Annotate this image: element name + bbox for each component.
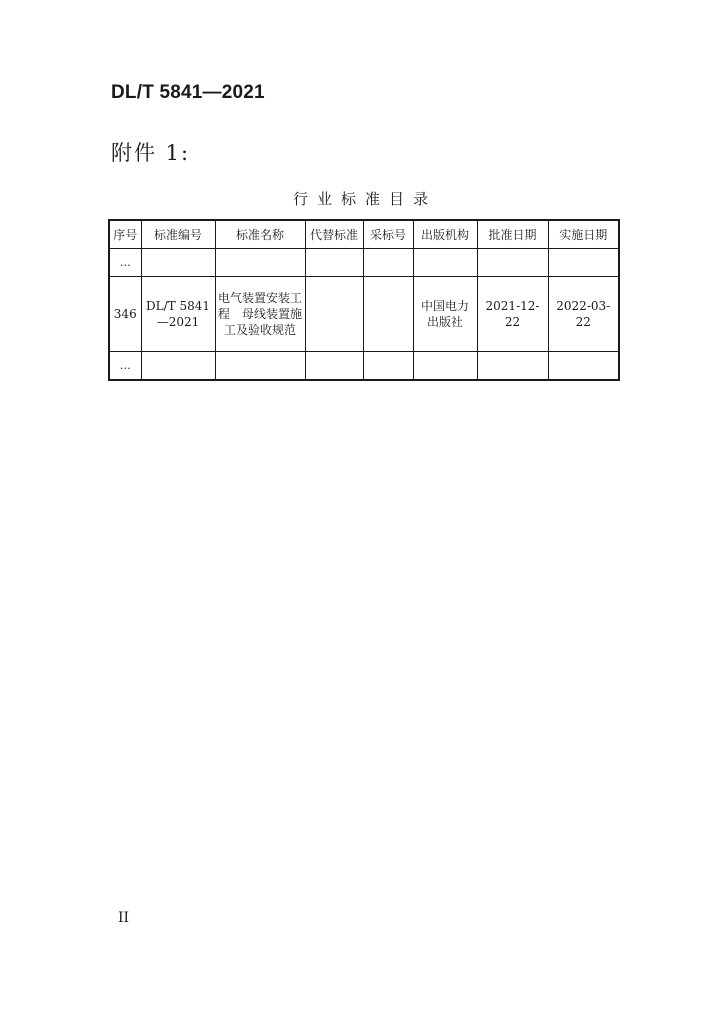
cell-code: DL/T 5841—2021	[141, 277, 215, 352]
header-effective-date: 实施日期	[548, 220, 619, 249]
header-replaces: 代替标准	[305, 220, 363, 249]
cell-seq: …	[109, 352, 141, 381]
cell-replaces	[305, 277, 363, 352]
header-standard-code: 标准编号	[141, 220, 215, 249]
page-number: II	[118, 910, 130, 926]
cell-seq: …	[109, 249, 141, 277]
table-row	[109, 277, 619, 352]
cell-effective: 2022-03-22	[548, 277, 619, 352]
header-adopted-no: 采标号	[363, 220, 413, 249]
cell-publisher: 中国电力出版社	[413, 277, 477, 352]
table-row	[109, 249, 619, 277]
table-row	[109, 352, 619, 381]
header-seq: 序号	[109, 220, 141, 249]
cell-publisher	[413, 249, 477, 277]
standard-code-header: DL/T 5841—2021	[111, 82, 265, 103]
cell-publisher	[413, 352, 477, 381]
attachment-label: 附件 1:	[111, 141, 191, 165]
header-publisher: 出版机构	[413, 220, 477, 249]
cell-adopted	[363, 352, 413, 381]
cell-replaces	[305, 249, 363, 277]
cell-code	[141, 352, 215, 381]
cell-name	[215, 352, 305, 381]
cell-approved	[477, 249, 548, 277]
table-header-row	[109, 220, 619, 249]
cell-effective	[548, 352, 619, 381]
header-standard-name: 标准名称	[215, 220, 305, 249]
cell-effective	[548, 249, 619, 277]
cell-approved	[477, 352, 548, 381]
cell-replaces	[305, 352, 363, 381]
table-title: 行业标准目录	[292, 190, 437, 208]
header-approval-date: 批准日期	[477, 220, 548, 249]
standards-catalog-table	[108, 219, 620, 381]
cell-name	[215, 249, 305, 277]
cell-name: 电气装置安装工程 母线装置施工及验收规范	[215, 277, 305, 352]
cell-adopted	[363, 249, 413, 277]
cell-approved: 2021-12-22	[477, 277, 548, 352]
cell-adopted	[363, 277, 413, 352]
cell-seq: 346	[109, 277, 141, 352]
cell-code	[141, 249, 215, 277]
